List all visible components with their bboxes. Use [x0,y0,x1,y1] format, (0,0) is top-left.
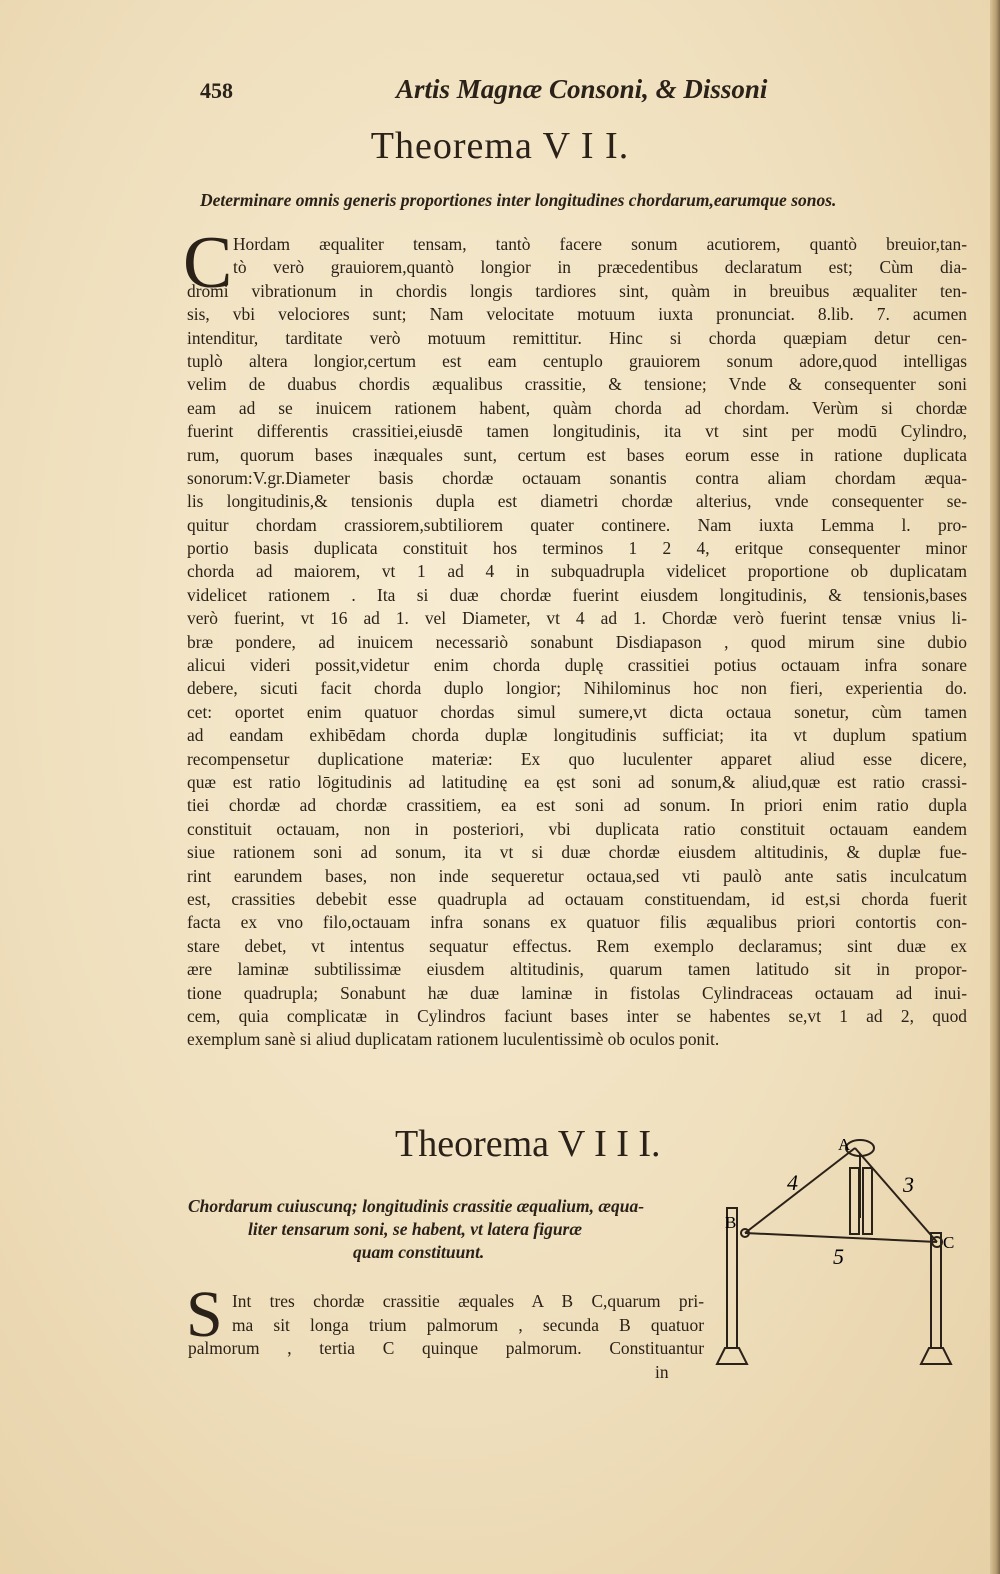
text-line: tuplò altera longior,certum est eam centuplo grauiorem sonum adore,quod intelligas [187,350,967,371]
text-line: siue rationem soni ad sonum, ita vt si duæ chordæ eiusdem altitudinis, & duplæ fue- [187,842,967,863]
text-line: quæ est ratio lōgitudinis ad latitudinę ea ęst soni ad sonum,& aliud,quæ est ratio crassi- [187,771,967,792]
text-line: quitur chordam crassiorem,subtiliorem quater continere. Nam iuxta Lemma l. pro- [187,514,967,535]
text-line: Hordam æqualiter tensam, tantò facere sonum acutiorem, quantò breuior,tan- [233,234,967,254]
text-line: est, crassities debebit esse quadrupla ad octauam constituendam, id est,si chorda fuerit [187,888,967,909]
text-line: bræ pondere, ad inuicem necessariò sonabunt Disdiapason , quod mirum sine dubio [187,631,967,652]
text-line: dromi vibrationum in chordis longis tardiores sint, quàm in breuibus æqualiter ten- [187,280,967,301]
left-foot [717,1348,747,1364]
text-line: stare debet, vt intentus sequatur effectus. Rem exemplo declaramus; sint duæ ex [187,935,967,956]
theorem-7-dropcap: C [183,222,233,304]
text-line: velim de duabus chordis æqualibus crassitie, & tensione; Vnde & consequenter soni [187,374,967,395]
string-ab [745,1148,855,1233]
text-line: cet: oportet enim quatuor chordas simul sumere,vt dicta octaua sonetur, cùm tamen [187,701,967,722]
text-line: tò verò grauiorem,quantò longior in præcedentibus declaratum est; Cùm dia- [233,257,967,278]
text-line: fuerint differentis crassitiei,eiusdē tamen longitudinis, ita vt sint per modū Cylindro, [187,421,967,442]
theorem-8-body [188,1290,704,1384]
text-line: constituit octauam, non in posteriori, vbi duplicata ratio constituit octauam eandem [187,818,967,839]
page-edge [990,0,1000,1574]
theorem-8-subtitle [188,1195,708,1264]
label-5: 5 [833,1244,844,1269]
running-head [200,74,800,114]
text-line: palmorum , tertia C quinque palmorum. Constituantur [188,1338,704,1358]
label-4: 4 [787,1170,798,1195]
page-number: 458 [200,78,233,103]
running-title: Artis Magnæ Consoni, & Dissoni [396,74,768,104]
theorem-8-title: Theorema V I I I. [395,1123,661,1165]
text-line: rum, quorum bases inæquales sunt, certum est bases eorum esse in ratione duplicata [187,444,967,465]
text-line: Int tres chordæ crassitie æquales A B C,quarum pri- [232,1291,704,1311]
theorem-8-subtitle-line: quam constituunt. [353,1242,485,1262]
center-weight-left [850,1168,859,1234]
string-ac [855,1148,937,1242]
string-triangle-figure [715,1132,970,1372]
label-3: 3 [903,1172,914,1197]
text-line: facta ex vno filo,octauam infra sonans ex quatuor filis æqualibus priori contortis con- [187,912,967,933]
text-line: ma sit longa trium palmorum , secunda B quatuor [232,1314,704,1335]
theorem-7-body [187,233,967,1052]
text-line: in [655,1361,669,1382]
theorem-7-subtitle: Determinare omnis generis proportiones inter longitudines chordarum,earumque sonos. [200,190,837,210]
text-line: eam ad se inuicem rationem habent, quàm chorda ad chordam. Verùm si chordæ [187,397,967,418]
text-line: exemplum sanè si aliud duplicatam rationem luculentissimè ob oculos ponit. [187,1029,720,1050]
theorem-8-subtitle-line: Chordarum cuiuscunq; longitudinis crassitie æqualium, æqua- [188,1196,645,1216]
text-line: verò fuerint, vt 16 ad 1. vel Diameter, vt 4 ad 1. Chordæ verò fuerint tensæ vnius li- [187,608,967,629]
text-line: rint earundem bases, non inde sequeretur octaua,sed vti paulò ante satis inculcatum [187,865,967,886]
center-weight-right [863,1168,872,1234]
label-a: A [838,1135,851,1154]
theorem-8-dropcap: S [186,1278,223,1351]
text-line: intenditur, tarditate verò motuum remittitur. Hinc si chorda quæpiam detur cen- [187,327,967,348]
label-b: B [725,1213,737,1232]
right-post [931,1233,941,1348]
text-line: cem, quia complicatæ in Cylindros faciunt bases inter se habentes se,vt 1 ad 2, quod [187,1005,967,1026]
string-bc [745,1233,937,1242]
theorem-8-subtitle-line: liter tensarum soni, se habent, vt latera figuræ [248,1219,582,1239]
text-line: videlicet rationem . Ita si duæ chordæ fuerint eiusdem longitudinis, & tensionis,bases [187,584,967,605]
theorem-7-title: Theorema V I I. [370,125,630,167]
right-foot [921,1348,951,1364]
text-line: portio basis duplicata constituit hos terminos 1 2 4, eritque consequenter minor [187,538,967,559]
text-line: alicui videri possit,videtur enim chorda duplę crassitiei potius octauam infra sonare [187,655,967,676]
text-line: tiei chordæ ad chordæ crassitiem, ea est soni ad sonum. In priori enim ratio dupla [187,795,967,816]
text-line: sonorum:V.gr.Diameter basis chordæ octauam sonantis contra aliam chordam æqua- [187,467,967,488]
text-line: lis longitudinis,& tensionis dupla est diametri chordæ alterius, vnde consequenter se- [187,491,967,512]
label-c: C [943,1233,955,1252]
text-line: recompensetur duplicatione materiæ: Ex quo luculenter apparet aliud esse dicere, [187,748,967,769]
text-line: ære laminæ subtilissimæ eiusdem altitudinis, quarum tamen latitudo sit in propor- [187,959,967,980]
text-line: chorda ad maiorem, vt 1 ad 4 in subquadrupla videlicet proportione ob duplicatam [187,561,967,582]
text-line: ad eandam exhibēdam chorda duplæ longitudinis sufficiat; ita vt duplum spatium [187,725,967,746]
text-line: tione quadrupla; Sonabunt hæ duæ laminæ in fistolas Cylindraceas octauam ad inui- [187,982,967,1003]
text-line: sis, vbi velociores sunt; Nam velocitate motuum iuxta pronunciat. 8.lib. 7. acumen [187,304,967,325]
text-line: debere, sicuti facit chorda duplo longior; Nihilominus hoc non fieri, experientia do. [187,678,967,699]
